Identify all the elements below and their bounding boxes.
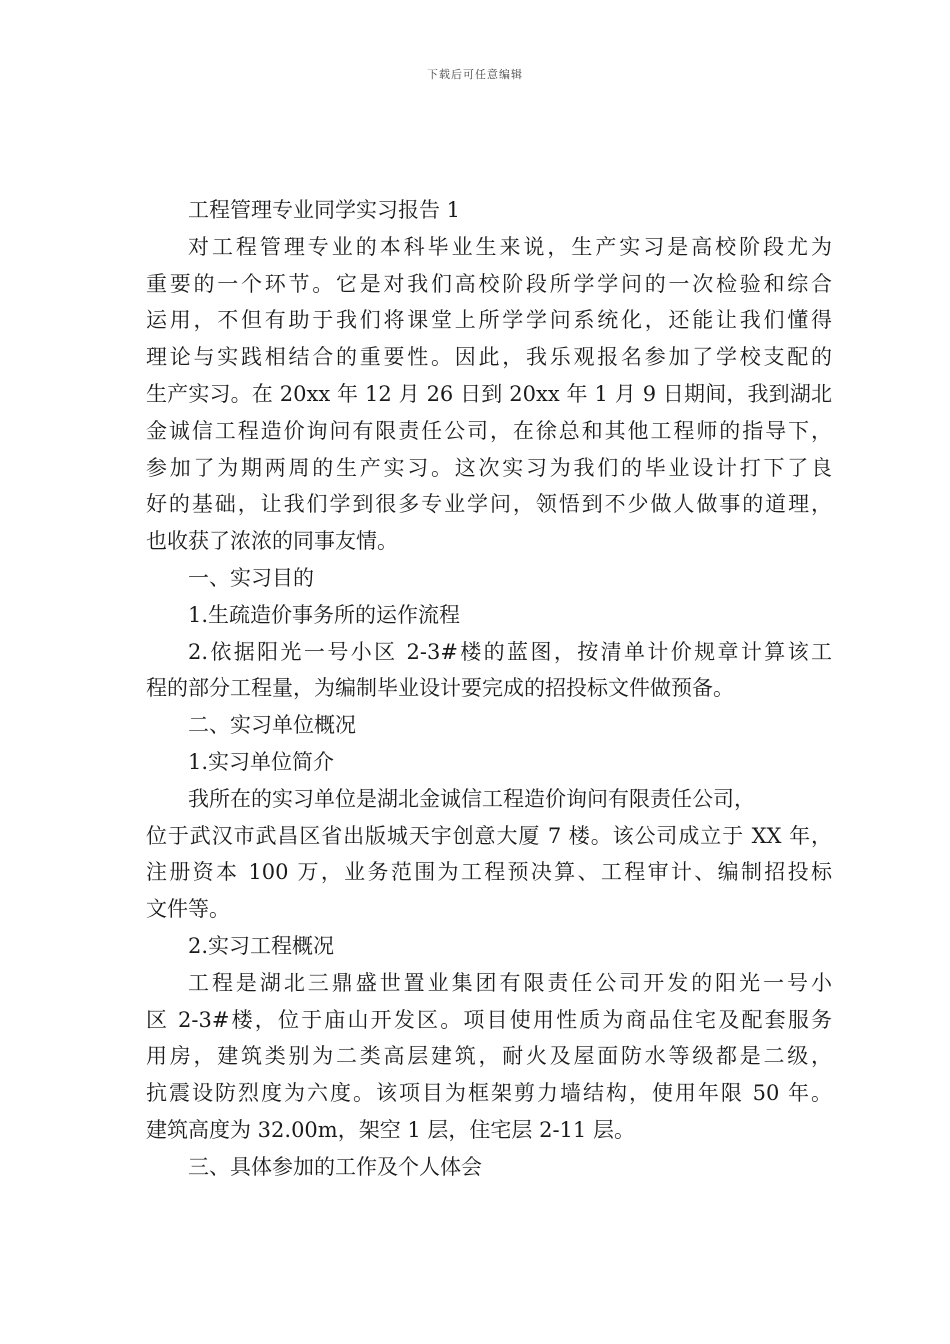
text-line: 用房，建筑类别为二类高层建筑，耐火及屋面防水等级都是二级， [146, 1044, 832, 1069]
text-line: 我所在的实习单位是湖北金诚信工程造价询问有限责任公司， [188, 786, 755, 811]
text-line: 建筑高度为 32.00m，架空 1 层，住宅层 2-11 层。 [146, 1117, 635, 1142]
text-line: 区 2-3#楼，位于庙山开发区。项目使用性质为商品住宅及配套服务 [146, 1007, 832, 1032]
text-line: 也收获了浓浓的同事友情。 [146, 529, 398, 554]
text-line: 工程管理专业同学实习报告 1 [188, 198, 461, 222]
text-line: 重要的一个环节。它是对我们高校阶段所学学问的一次检验和综合 [146, 271, 832, 296]
text-line: 位于武汉市武昌区省出版城天宇创意大厦 7 楼。该公司成立于 XX 年， [146, 823, 832, 848]
text-line: 2.依据阳光一号小区 2-3#楼的蓝图，按清单计价规章计算该工 [188, 639, 832, 664]
text-line: 程的部分工程量，为编制毕业设计要完成的招投标文件做预备。 [146, 676, 734, 701]
document-body [146, 192, 832, 1186]
text-line: 1.实习单位简介 [188, 749, 335, 774]
text-line: 1.生疏造价事务所的运作流程 [188, 602, 461, 627]
text-line: 三、具体参加的工作及个人体会 [188, 1154, 482, 1179]
text-line: 一、实习目的 [188, 565, 314, 590]
text-line: 好的基础，让我们学到很多专业学问，领悟到不少做人做事的道理， [146, 492, 832, 517]
text-line: 注册资本 100 万，业务范围为工程预决算、工程审计、编制招投标 [146, 860, 832, 885]
text-line: 工程是湖北三鼎盛世置业集团有限责任公司开发的阳光一号小 [188, 970, 832, 995]
text-line: 二、实习单位概况 [188, 713, 356, 738]
text-line: 2.实习工程概况 [188, 933, 335, 958]
text-line: 参加了为期两周的生产实习。这次实习为我们的毕业设计打下了良 [146, 455, 832, 480]
text-line: 金诚信工程造价询问有限责任公司，在徐总和其他工程师的指导下， [146, 418, 832, 443]
text-line: 运用，不但有助于我们将课堂上所学学问系统化，还能让我们懂得 [146, 308, 832, 333]
text-line: 对工程管理专业的本科毕业生来说，生产实习是高校阶段尤为 [188, 234, 832, 259]
text-line: 生产实习。在 20xx 年 12 月 26 日到 20xx 年 1 月 9 日期间，我到湖北 [146, 381, 832, 406]
text-line: 理论与实践相结合的重要性。因此，我乐观报名参加了学校支配的 [146, 345, 832, 370]
text-line: 文件等。 [146, 897, 230, 922]
text-line: 抗震设防烈度为六度。该项目为框架剪力墙结构，使用年限 50 年。 [146, 1081, 832, 1106]
page-header-note: 下载后可任意编辑 [427, 68, 523, 81]
